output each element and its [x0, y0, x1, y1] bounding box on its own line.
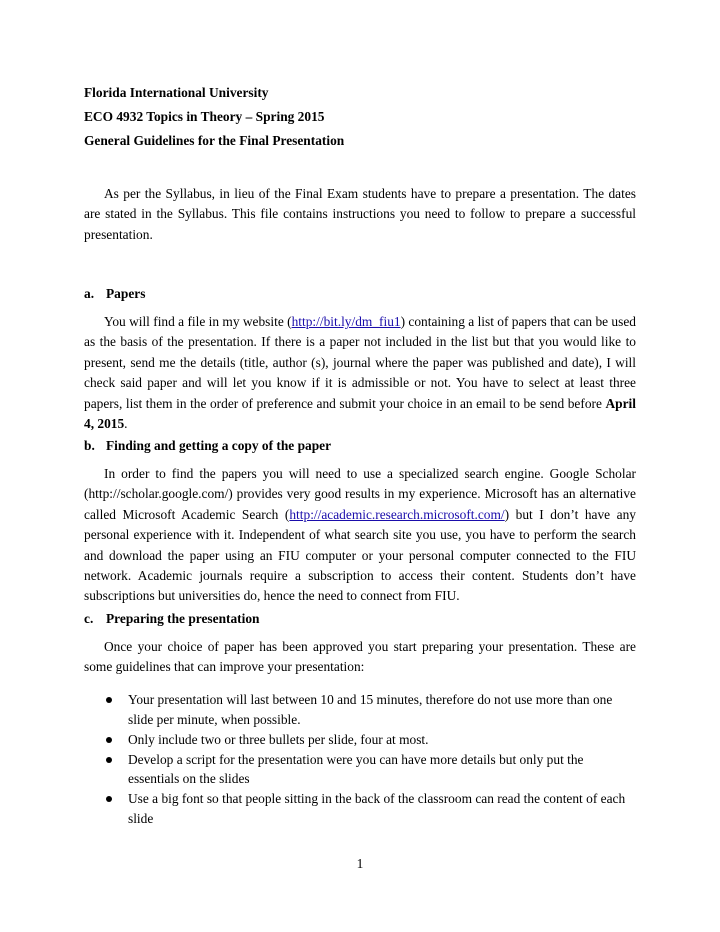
section-c-paragraph: Once your choice of paper has been approved you start preparing your presentation. These are some guidelines that can improve your presentation:	[84, 639, 636, 675]
bullet-icon	[106, 737, 112, 743]
list-item-text: Develop a script for the presentation were you can have more details but only put the essentials on the slides	[128, 751, 584, 786]
website-link[interactable]: http://bit.ly/dm_fiu1	[291, 314, 401, 329]
list-item	[106, 730, 626, 750]
section-a-text-2: ) containing a list of papers that can be used as the basis of the presentation. If there is a paper not included in the list but that you would like to present, send me the details (title, author (s), journal where the paper was published and date), I will check said paper and will let you know if it is admissible or not. You have to select at least three papers, list them in the order of preference and submit your choice in an email to be send before	[84, 314, 636, 411]
page-number: 1	[356, 856, 364, 871]
section-c-letter: c.	[84, 611, 94, 626]
guidelines-list	[106, 690, 626, 829]
section-a-title: Papers	[106, 286, 146, 301]
list-item-text: Use a big font so that people sitting in the back of the classroom can read the content of each slide	[128, 791, 626, 826]
section-b-heading	[84, 437, 331, 455]
document-title: General Guidelines for the Final Presentation	[84, 133, 345, 148]
course-title: ECO 4932 Topics in Theory – Spring 2015	[84, 109, 325, 124]
section-a-heading	[84, 285, 145, 303]
section-b-letter: b.	[84, 438, 95, 453]
university-name: Florida International University	[84, 85, 269, 100]
list-item	[106, 750, 626, 789]
bullet-icon	[106, 697, 112, 703]
list-item-text: Your presentation will last between 10 and 15 minutes, therefore do not use more than one slide per minute, when possible.	[128, 692, 613, 727]
section-a-text-1: You will find a file in my website (	[104, 314, 292, 329]
section-a-paragraph	[84, 312, 636, 434]
bullet-icon	[106, 757, 112, 763]
section-b-paragraph	[84, 464, 636, 607]
deadline-date: April 4, 2015	[84, 395, 636, 432]
section-a-letter: a.	[84, 286, 95, 301]
academic-search-link[interactable]: http://academic.research.microsoft.com/	[289, 506, 505, 522]
section-a-end: .	[124, 416, 128, 432]
section-b-text-1: In order to find the papers you will need to use a specialized search engine. Google Scholar (http://scholar.google.com/) provides very good results in my experience. Microsoft has an alternative called Microsoft Academic Search (	[84, 466, 636, 522]
list-item-text: Only include two or three bullets per slide, four at most.	[128, 731, 429, 747]
section-b-title: Finding and getting a copy of the paper	[106, 438, 332, 453]
list-item	[106, 690, 626, 729]
section-c-title: Preparing the presentation	[106, 611, 260, 626]
list-item	[106, 789, 626, 828]
intro-paragraph: As per the Syllabus, in lieu of the Final Exam students have to prepare a presentation. The dates are stated in the Syllabus. This file contains instructions you need to follow to prepare a successful presentation.	[84, 186, 636, 242]
section-c-heading	[84, 610, 260, 628]
bullet-icon	[106, 796, 112, 802]
section-b-text-2: ) but I don’t have any personal experience with it. Independent of what search site you use, you have to perform the search and download the paper using an FIU computer or your personal computer connected to the FIU network. Academic journals require a subscription to access their content. Students don’t have subscriptions but universities do, hence the need to connect from FIU.	[84, 506, 636, 604]
